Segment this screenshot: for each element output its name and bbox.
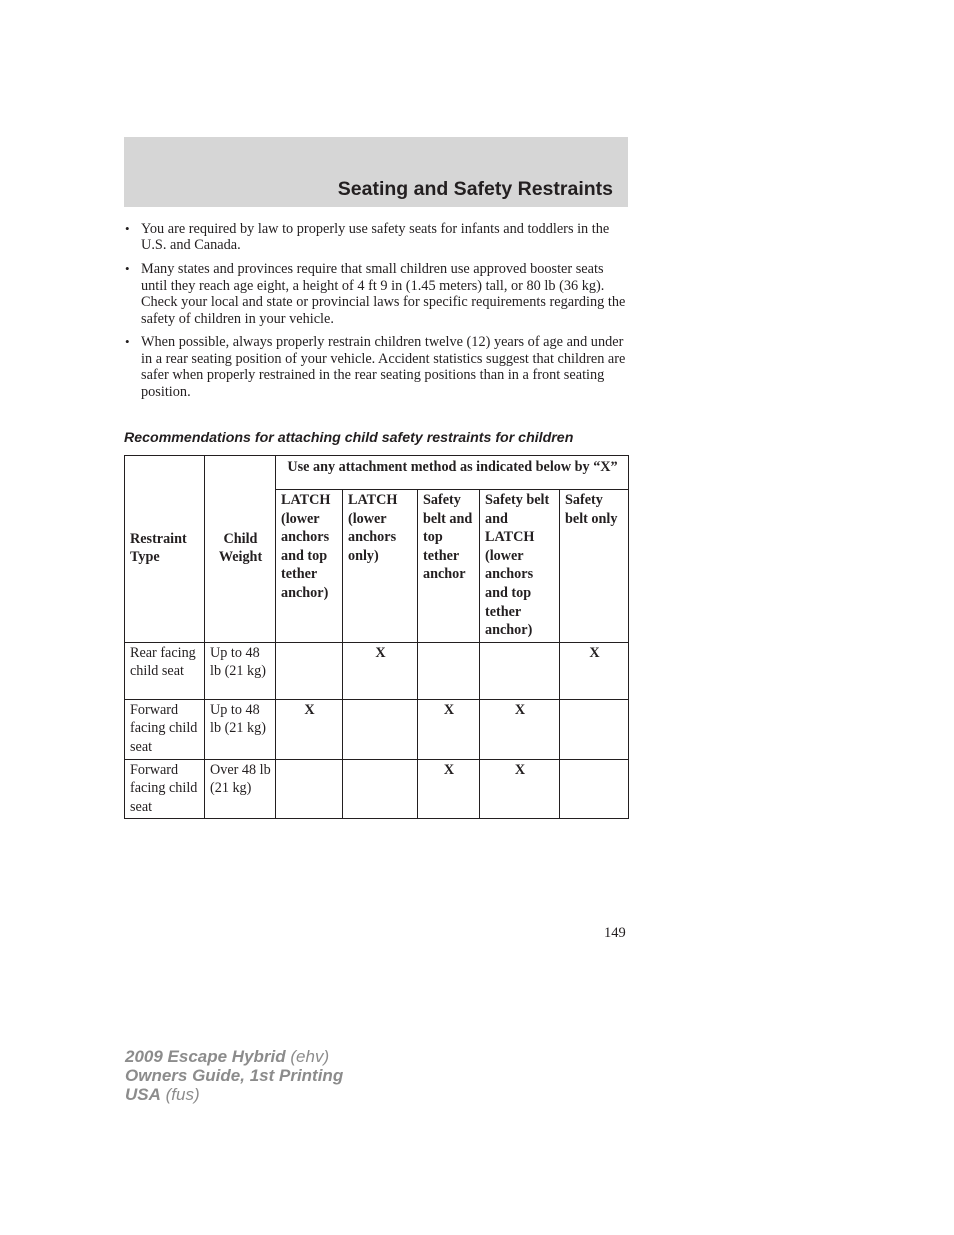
cell-mark [343,699,418,759]
cell-mark [560,759,629,819]
cell-mark: X [480,759,560,819]
cell-mark [276,642,343,699]
table-row [125,699,629,759]
cell-restraint-type: Forward facing child seat [125,759,205,819]
section-title: Seating and Safety Restraints [337,178,613,200]
cell-mark [560,699,629,759]
cell-child-weight: Up to 48 lb (21 kg) [205,642,276,699]
cell-mark [343,759,418,819]
cell-mark: X [343,642,418,699]
cell-mark [418,642,480,699]
cell-restraint-type: Rear facing child seat [125,642,205,699]
cell-mark [480,642,560,699]
page-number: 149 [604,925,626,941]
document-footer [125,1047,343,1104]
header-method-belt-only: Safety belt only [560,490,629,643]
bullet-icon: • [125,221,130,236]
list-item [124,334,628,400]
footer-guide-edition: Owners Guide, 1st Printing [125,1066,344,1085]
footer-model: 2009 Escape Hybrid [125,1047,286,1066]
header-restraint-type: Restraint Type [125,456,205,643]
section-header-band [124,137,628,207]
cell-mark: X [480,699,560,759]
table-header-row [125,456,629,490]
header-method-latch-only: LATCH (lower anchors only) [343,490,418,643]
bullet-text: You are required by law to properly use safety seats for infants and toddlers in the U.S. and Canada. [141,221,610,254]
bullet-text: When possible, always properly restrain children twelve (12) years of age and under in a rear seating position of your vehicle. Accident statistics suggest that children are safer when properly restrained in the rear seating positions than in a front seating position. [141,334,626,400]
cell-mark: X [418,759,480,819]
header-method-belt-tether: Safety belt and top tether anchor [418,490,480,643]
bullet-icon: • [125,334,130,350]
restraints-table [124,455,629,819]
header-attachment-method: Use any attachment method as indicated below by “X” [276,456,629,490]
header-method-belt-latch: Safety belt and LATCH (lower anchors and top tether anchor) [480,490,560,643]
table-row [125,759,629,819]
cell-child-weight: Up to 48 lb (21 kg) [205,699,276,759]
footer-market-code: (fus) [165,1085,200,1104]
bullet-list [124,221,628,408]
table-row [125,642,629,699]
footer-market: USA [125,1085,161,1104]
list-item [124,221,628,254]
header-child-weight: Child Weight [205,456,276,643]
footer-model-code: (ehv) [290,1047,330,1066]
cell-mark: X [276,699,343,759]
bullet-icon: • [125,261,130,277]
cell-mark: X [560,642,629,699]
list-item [124,261,628,327]
bullet-text: Many states and provinces require that small children use approved booster seats until they reach age eight, a height of 4 ft 9 in (1.45 meters) tall, or 80 lb (36 kg). Check your local and state or provincial laws for specific requirements regarding the safety of children in your vehicle. [141,261,626,327]
cell-restraint-type: Forward facing child seat [125,699,205,759]
cell-child-weight: Over 48 lb (21 kg) [205,759,276,819]
cell-mark: X [418,699,480,759]
header-method-latch-tether: LATCH (lower anchors and top tether anchor) [276,490,343,643]
cell-mark [276,759,343,819]
table-heading: Recommendations for attaching child safety restraints for children [124,430,574,446]
